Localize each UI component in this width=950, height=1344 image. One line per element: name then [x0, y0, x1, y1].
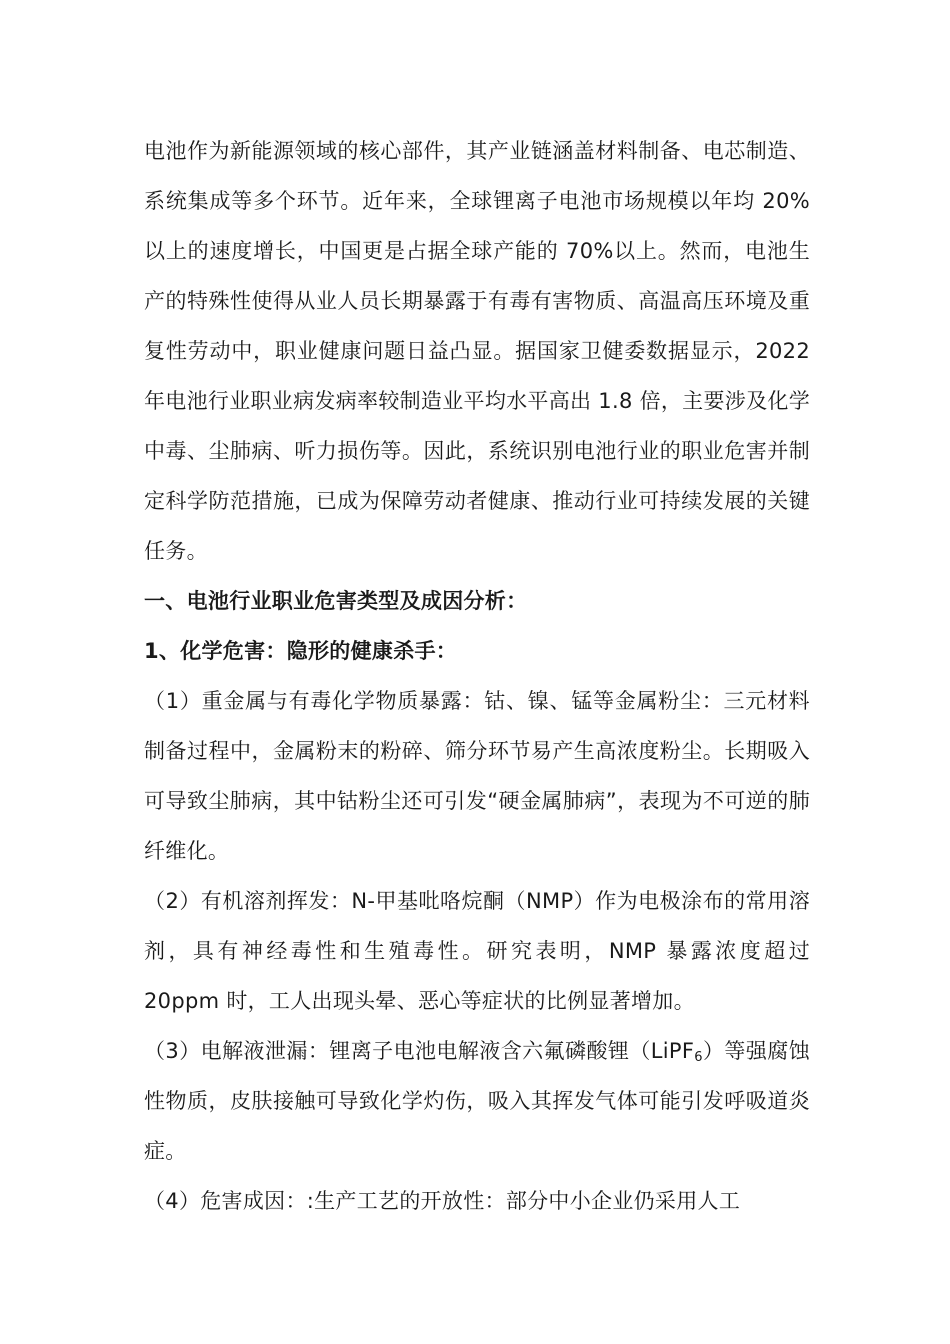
subsection-heading: 1、化学危害：隐形的健康杀手： [144, 639, 458, 663]
item-3-text-end: ）等强腐蚀性物质，皮肤接触可导致化学灼伤，吸入其挥发气体可能引发呼吸道炎症。 [144, 1039, 810, 1163]
item-3-text-start: （3）电解液泄漏：锂离子电池电解液含六氟磷酸锂（LiPF [144, 1039, 695, 1063]
document-body [144, 126, 810, 1226]
intro-paragraph: 电池作为新能源领域的核心部件，其产业链涵盖材料制备、电芯制造、系统集成等多个环节。近年来，全球锂离子电池市场规模以年均 20%以上的速度增长，中国更是占据全球产能的 70%以上。然而，电池生产的特殊性使得从业人员长期暴露于有毒有害物质、高温高压环境及重复性劳动中，职业健康问题日益凸显。据国家卫健委数据显示，2022 年电池行业职业病发病率较制造业平均水平高出 1.8 倍，主要涉及化学中毒、尘肺病、听力损伤等。因此，系统识别电池行业的职业危害并制定科学防范措施，已成为保障劳动者健康、推动行业可持续发展的关键任务。 [144, 139, 810, 563]
item-1-paragraph: （1）重金属与有毒化学物质暴露：钴、镍、锰等金属粉尘：三元材料制备过程中，金属粉末的粉碎、筛分环节易产生高浓度粉尘。长期吸入可导致尘肺病，其中钴粉尘还可引发“硬金属肺病”，表现为不可逆的肺纤维化。 [144, 689, 810, 863]
item-3-paragraph [144, 1026, 810, 1176]
lipf6-subscript: 6 [694, 1050, 703, 1065]
item-2-paragraph: （2）有机溶剂挥发：N-甲基吡咯烷酮（NMP）作为电极涂布的常用溶剂，具有神经毒性和生殖毒性。研究表明，NMP 暴露浓度超过 20ppm 时，工人出现头晕、恶心等症状的比例显著增加。 [144, 889, 810, 1013]
section-heading: 一、电池行业职业危害类型及成因分析： [144, 589, 528, 613]
item-4-paragraph: （4）危害成因：:生产工艺的开放性：部分中小企业仍采用人工 [144, 1189, 741, 1213]
